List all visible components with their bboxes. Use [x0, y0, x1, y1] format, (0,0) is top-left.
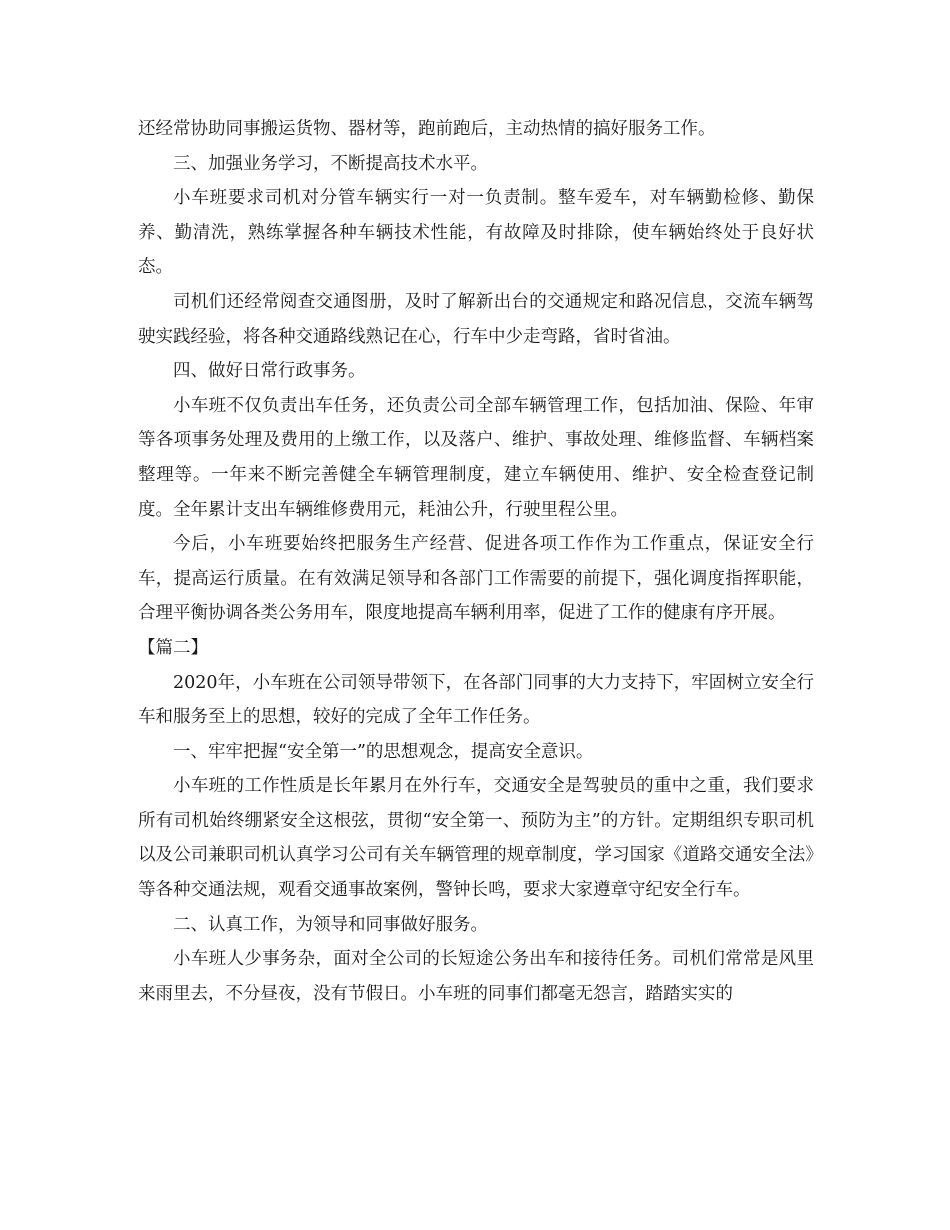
paragraph: 小车班人少事务杂，面对全公司的长短途公务出车和接待任务。司机们常常是风里来雨里去，不分昼夜，没有节假日。小车班的同事们都毫无怨言，踏踏实实的: [138, 949, 814, 1004]
section-heading-1: 一、牢牢把握“安全第一”的思想观念，提高安全意识。: [173, 741, 594, 762]
section-heading-4: 四、做好日常行政事务。: [173, 361, 366, 382]
paragraph-continuation: 还经常协助同事搬运货物、器材等，跑前跑后，主动热情的搞好服务工作。: [138, 119, 716, 139]
section-heading-2: 二、认真工作，为领导和同事做好服务。: [173, 914, 488, 935]
paragraph: 今后，小车班要始终把服务生产经营、促进各项工作作为工作重点，保证安全行车，提高运行质量。在有效满足领导和各部门工作需要的前提下，强化调度指挥职能，合理平衡协调各类公务用车，限度地提高车辆利用率，促进了工作的健康有序开展。: [138, 534, 814, 624]
section-heading-3: 三、加强业务学习，不断提高技术水平。: [173, 153, 488, 174]
document-body: [138, 112, 814, 1011]
paragraph: 2020年，小车班在公司领导带领下，在各部门同事的大力支持下，牢固树立安全行车和服务至上的思想，较好的完成了全年工作任务。: [138, 672, 814, 728]
paragraph: 小车班要求司机对分管车辆实行一对一负责制。整车爱车，对车辆勤检修、勤保养、勤清洗，熟练掌握各种车辆技术性能，有故障及时排除，使车辆始终处于良好状态。: [138, 188, 814, 278]
part-label: 【篇二】: [138, 637, 208, 658]
paragraph: 小车班的工作性质是长年累月在外行车，交通安全是驾驶员的重中之重，我们要求所有司机始终绷紧安全这根弦，贯彻“安全第一、预防为主”的方针。定期组织专职司机以及公司兼职司机认真学习公司有关车辆管理的规章制度，学习国家《道路交通安全法》等各种交通法规，观看交通事故案例，警钟长鸣，要求大家遵章守纪安全行车。: [138, 776, 814, 901]
paragraph: 小车班不仅负责出车任务，还负责公司全部车辆管理工作，包括加油、保险、年审等各项事务处理及费用的上缴工作，以及落户、维护、事故处理、维修监督、车辆档案整理等。一年来不断完善健全车辆管理制度，建立车辆使用、维护、安全检查登记制度。全年累计支出车辆维修费用元，耗油公升，行驶里程公里。: [138, 395, 814, 520]
paragraph: 司机们还经常阅查交通图册，及时了解新出台的交通规定和路况信息，交流车辆驾驶实践经验，将各种交通路线熟记在心，行车中少走弯路，省时省油。: [138, 291, 814, 347]
